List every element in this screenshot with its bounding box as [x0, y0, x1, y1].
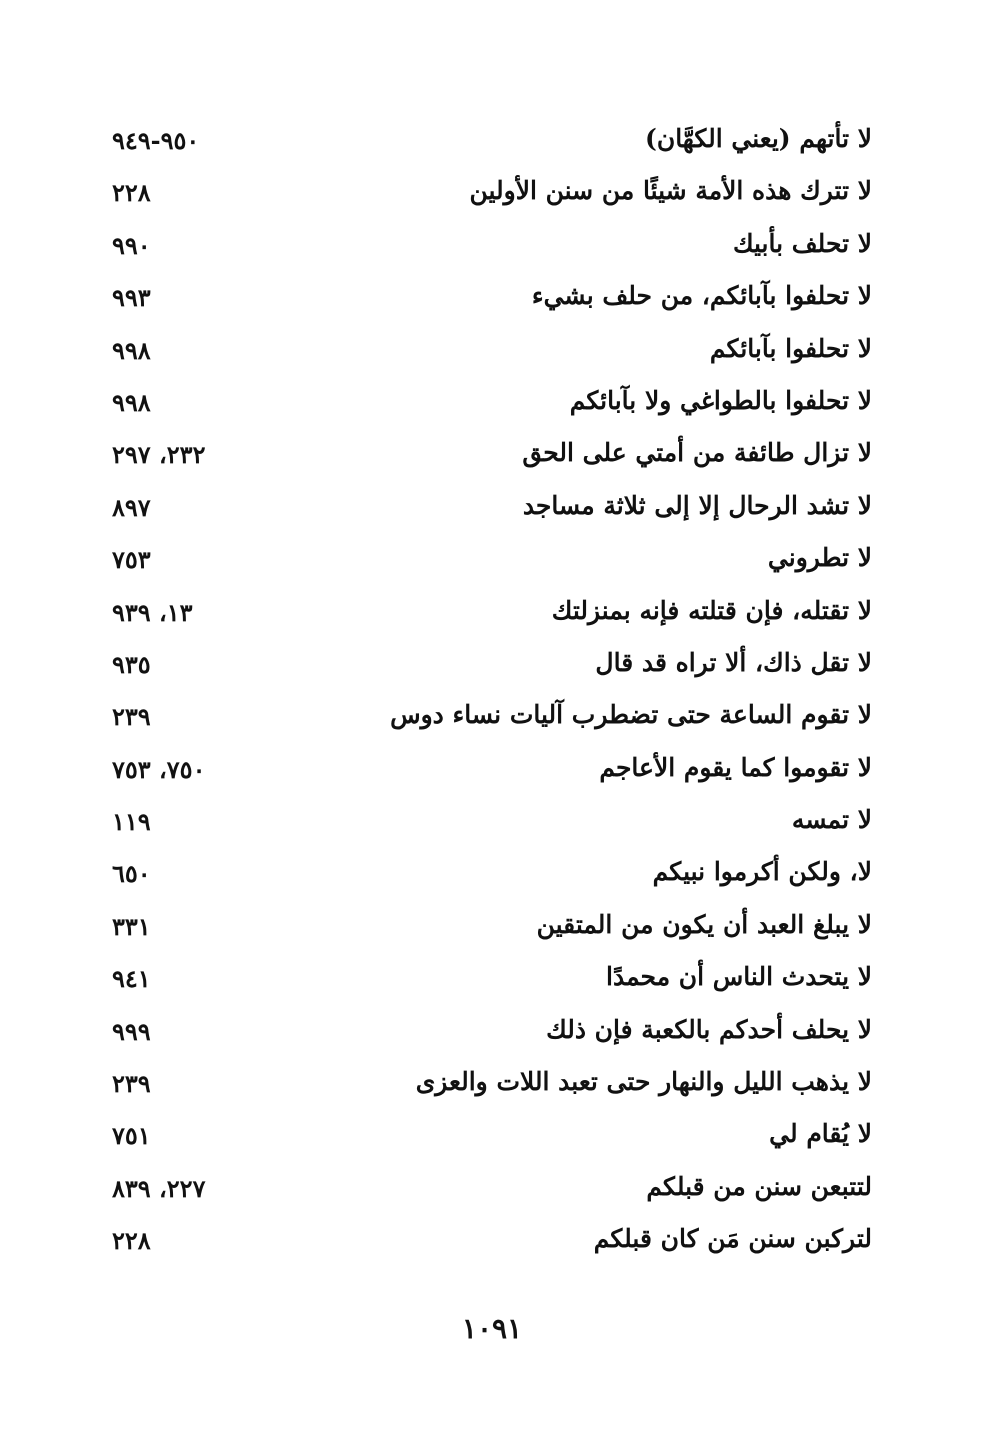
entry-pages: ٦٥٠: [112, 859, 151, 889]
index-entry: [112, 904, 872, 956]
index-entry: [112, 223, 872, 275]
index-entry: [112, 118, 872, 170]
index-entry: [112, 590, 872, 642]
index-entry: [112, 485, 872, 537]
index-entry: [112, 328, 872, 380]
entry-text: لا يذهب الليل والنهار حتى تعبد اللات والعزى: [415, 1067, 872, 1097]
index-entry: [112, 275, 872, 327]
entry-text: لا تحلف بأبيك: [732, 228, 872, 258]
entry-pages: ٢٢٧، ٨٣٩: [112, 1173, 206, 1203]
entry-pages: ٢٣٩: [112, 1069, 151, 1099]
entry-text: لا تقوم الساعة حتى تضطرب آليات نساء دوس: [390, 700, 872, 730]
index-entry: [112, 432, 872, 484]
entry-pages: ٩٩٨: [112, 387, 151, 417]
entry-text: لا تشد الرحال إلا إلى ثلاثة مساجد: [522, 490, 872, 520]
index-entry: [112, 537, 872, 589]
entry-pages: ١٣، ٩٣٩: [112, 597, 193, 627]
entry-pages: ٩٩٣: [112, 283, 151, 313]
entry-text: لا تحلفوا بآبائكم، من حلف بشيء: [531, 281, 872, 311]
index-entry: [112, 1218, 872, 1270]
page-number: ١٠٩١: [461, 1312, 523, 1345]
index-entry: [112, 799, 872, 851]
entry-pages: ٩٩٩: [112, 1016, 151, 1046]
entry-text: لا تحلفوا بالطواغي ولا بآبائكم: [569, 385, 872, 415]
entry-text: لا تقوموا كما يقوم الأعاجم: [599, 752, 872, 782]
index-entry: [112, 1061, 872, 1113]
index-entry: [112, 380, 872, 432]
index-entry: [112, 1009, 872, 1061]
entry-pages: ٩٩٨: [112, 335, 151, 365]
index-entry: [112, 851, 872, 903]
index-entry: [112, 1113, 872, 1165]
index-entry: [112, 170, 872, 222]
entry-pages: ٢٢٨: [112, 1226, 151, 1256]
entry-pages: ١١٩: [112, 807, 151, 837]
entry-text: لا يتحدث الناس أن محمدًا: [606, 962, 872, 992]
entry-text: لا تترك هذه الأمة شيئًا من سنن الأولين: [469, 176, 872, 206]
entry-pages: ٢٢٨: [112, 178, 151, 208]
entry-text: لا تقتله، فإن قتلته فإنه بمنزلتك: [551, 595, 872, 625]
entry-pages: ٢٣٩: [112, 702, 151, 732]
entry-pages: ٩٥٠-٩٤٩: [112, 126, 200, 155]
entry-text: لا يبلغ العبد أن يكون من المتقين: [536, 909, 872, 939]
entry-pages: ٩٣٥: [112, 649, 151, 679]
entry-pages: ٩٩٠: [112, 230, 151, 260]
entry-text: لا تأتهم (يعني الكهَّان): [645, 124, 872, 153]
index-entry: [112, 747, 872, 799]
entry-pages: ٨٩٧: [112, 492, 151, 522]
entry-text: لا يُقام لي: [769, 1119, 872, 1149]
index-entry: [112, 642, 872, 694]
entry-pages: ٧٥٣: [112, 545, 151, 575]
hadith-index-list: [112, 118, 872, 1271]
entry-text: لتركبن سنن مَن كان قبلكم: [593, 1224, 872, 1254]
entry-text: لا يحلف أحدكم بالكعبة فإن ذلك: [546, 1014, 872, 1044]
entry-text: لتتبعن سنن من قبلكم: [646, 1171, 872, 1201]
entry-text: لا، ولكن أكرموا نبيكم: [652, 857, 872, 887]
entry-text: لا تقل ذاك، ألا تراه قد قال: [595, 647, 872, 677]
entry-pages: ٧٥٠، ٧٥٣: [112, 754, 206, 784]
entry-text: لا تطروني: [767, 543, 872, 573]
index-entry: [112, 956, 872, 1008]
entry-pages: ٧٥١: [112, 1121, 151, 1151]
entry-pages: ٣٣١: [112, 911, 151, 941]
entry-pages: ٢٣٢، ٢٩٧: [112, 440, 206, 470]
entry-text: لا تمسه: [791, 805, 872, 835]
entry-text: لا تحلفوا بآبائكم: [709, 333, 872, 363]
entry-text: لا تزال طائفة من أمتي على الحق: [522, 438, 872, 468]
index-entry: [112, 694, 872, 746]
index-entry: [112, 1166, 872, 1218]
entry-pages: ٩٤١: [112, 964, 151, 994]
